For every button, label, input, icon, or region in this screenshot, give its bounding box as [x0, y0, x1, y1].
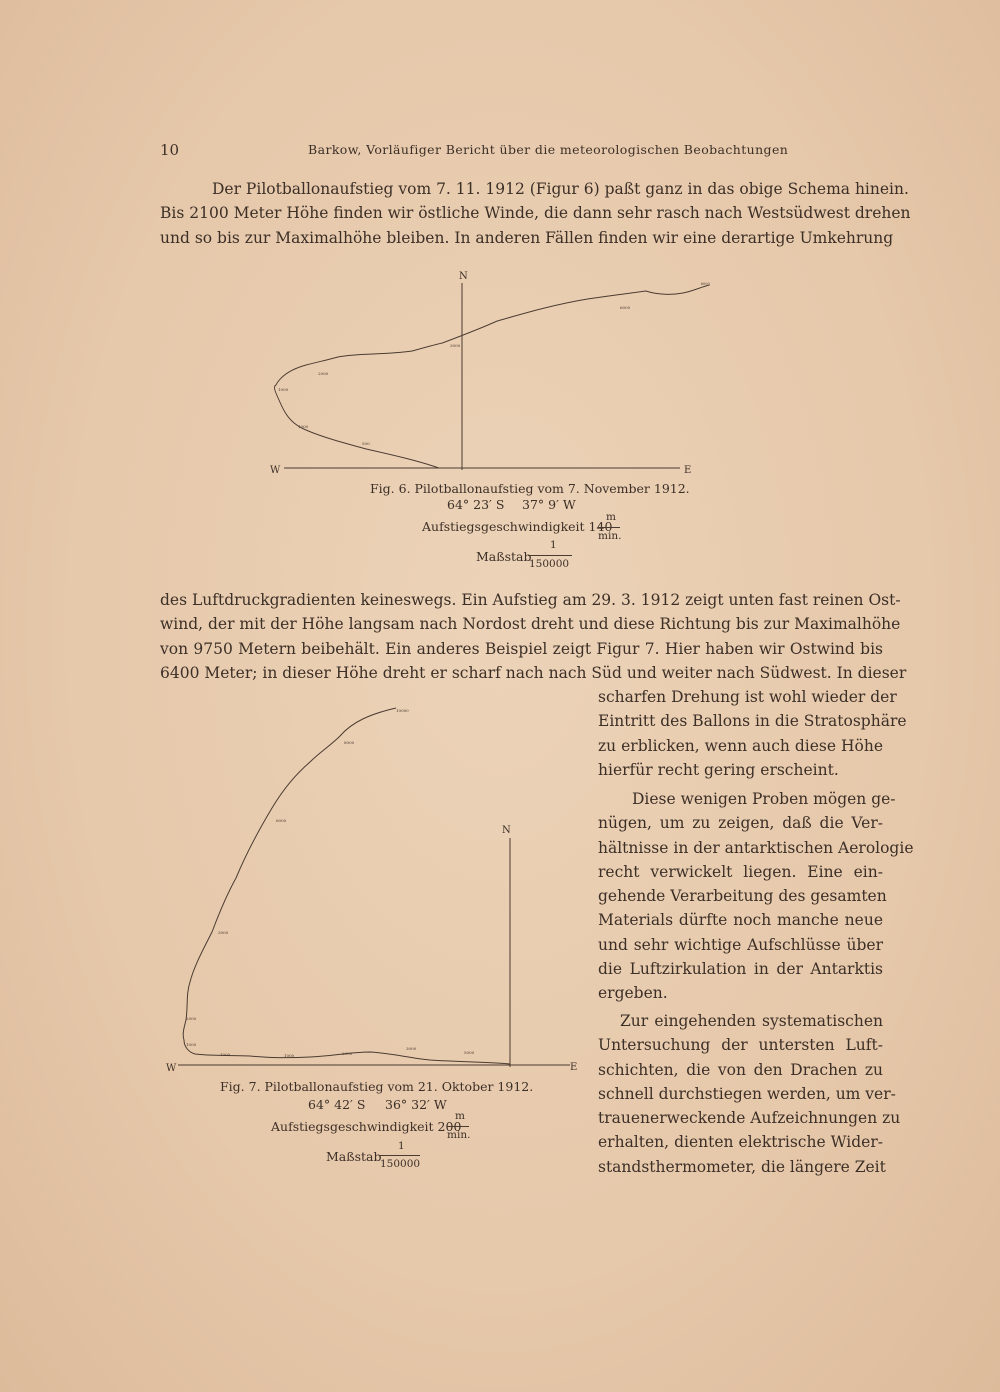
running-header: Barkow, Vorläufiger Bericht über die meteorologischen Beobachtungen — [308, 142, 789, 157]
text-line: trauenerweckende Aufzeichnungen zu — [598, 1109, 901, 1128]
text-line: die Luftzirkulation in der Antarktis — [598, 960, 883, 979]
fig7-balloon-trajectory — [183, 708, 510, 1064]
fig7-height-mark: 10000 — [396, 708, 409, 713]
fig6-balloon-trajectory — [275, 285, 710, 468]
fig7-height-mark: 5000 — [464, 1050, 475, 1055]
fig6-speed-label: Aufstiegsgeschwindigkeit 140 — [422, 519, 613, 534]
fig7-height-mark: 3000 — [218, 930, 229, 935]
text-line: Eintritt des Ballons in die Stratosphäre — [598, 712, 907, 731]
fig6-height-mark: 1000 — [298, 424, 309, 429]
fig7-north-label: N — [502, 825, 511, 836]
text-line: von 9750 Metern beibehält. Ein anderes Beispiel zeigt Figur 7. Hier haben wir Ostwind bis — [160, 639, 883, 658]
fig6-height-mark: 500 — [362, 441, 370, 446]
fig7-speed-unit-numerator: m — [455, 1110, 465, 1122]
fig6-height-mark: 6000 — [620, 305, 631, 310]
text-line: wind, der mit der Höhe langsam nach Nordost dreht und diese Richtung bis zur Maximalhöhe — [160, 615, 901, 634]
text-line: Zur eingehenden systematischen — [620, 1012, 883, 1030]
fig7-scale-denominator: 150000 — [380, 1158, 421, 1170]
text-line: hierfür recht gering erscheint. — [598, 760, 839, 779]
fig7-speed-fraction-bar — [447, 1126, 469, 1127]
fig7-height-mark: 6000 — [276, 818, 287, 823]
text-line: ergeben. — [598, 984, 668, 1003]
fig6-height-mark: 3000 — [450, 343, 461, 348]
paragraph-2-continued — [598, 685, 907, 782]
text-line: und so bis zur Maximalhöhe bleiben. In anderen Fällen finden wir eine derartige Umkehrung — [160, 228, 894, 247]
fig7-height-mark: 1000 — [284, 1053, 295, 1058]
text-line: des Luftdruckgradienten keineswegs. Ein Aufstieg am 29. 3. 1912 zeigt unten fast reinen Ost- — [160, 591, 901, 609]
fig7-east-label: E — [570, 1062, 578, 1073]
text-line: scharfen Drehung ist wohl wieder der — [598, 688, 897, 706]
text-line: schnell durchstiegen werden, um ver- — [598, 1084, 896, 1103]
paragraph-4 — [598, 1009, 901, 1179]
fig7-height-mark: 3000 — [406, 1046, 417, 1051]
fig7-height-mark: 1000 — [220, 1052, 231, 1057]
paragraph-3 — [598, 787, 914, 1006]
text-line: gehende Verarbeitung des gesamten — [598, 887, 887, 906]
page-number: 10 — [160, 141, 180, 159]
text-line: Untersuchung der untersten Luft- — [598, 1036, 883, 1055]
fig7-speed-unit-denominator: min. — [447, 1129, 471, 1141]
text-line: nügen, um zu zeigen, daß die Ver- — [598, 814, 883, 833]
text-line: recht verwickelt liegen. Eine ein- — [598, 862, 883, 881]
fig6-north-label: N — [459, 271, 468, 282]
fig6-height-mark: 1000 — [278, 387, 289, 392]
fig6-caption: Fig. 6. Pilotballonaufstieg vom 7. November 1912. — [370, 481, 690, 496]
text-line: Materials dürfte noch manche neue — [598, 911, 883, 930]
text-line: schichten, die von den Drachen zu — [598, 1060, 883, 1079]
fig7-height-mark: 8000 — [344, 740, 355, 745]
text-line: erhalten, dienten elektrische Wider- — [598, 1133, 883, 1152]
fig7-longitude: 36° 32′ W — [385, 1097, 447, 1112]
text-line: Bis 2100 Meter Höhe finden wir östliche Winde, die dann sehr rasch nach Westsüdwest drehen — [160, 204, 911, 223]
fig6-scale-fraction-bar — [528, 555, 572, 556]
fig6-scale-label: Maßstab — [476, 549, 532, 564]
fig7-latitude: 64° 42′ S — [308, 1097, 366, 1112]
fig7-height-mark: 2000 — [186, 1016, 197, 1021]
fig7-west-label: W — [166, 1063, 177, 1074]
fig6-scale-denominator: 150000 — [529, 558, 570, 570]
fig6-speed-unit-numerator: m — [606, 511, 616, 523]
fig7-caption: Fig. 7. Pilotballonaufstieg vom 21. Oktober 1912. — [220, 1079, 534, 1094]
fig6-west-label: W — [270, 465, 281, 476]
text-line: Der Pilotballonaufstieg vom 7. 11. 1912 (Figur 6) paßt ganz in das obige Schema hinein. — [212, 180, 909, 198]
fig7-speed-label: Aufstiegsgeschwindigkeit 200 — [271, 1119, 462, 1134]
fig6-scale-numerator: 1 — [550, 539, 557, 551]
fig6-height-mark: 8000 — [700, 281, 710, 287]
fig7-scale-numerator: 1 — [398, 1140, 405, 1152]
fig7-height-mark: 1000 — [186, 1042, 197, 1047]
text-line: Diese wenigen Proben mögen ge- — [632, 790, 896, 808]
fig6-longitude: 37° 9′ W — [522, 497, 576, 512]
paragraph-1 — [160, 177, 911, 250]
paragraph-2 — [160, 588, 907, 685]
text-line: 6400 Meter; in dieser Höhe dreht er scharf nach nach Süd und weiter nach Südwest. In dieser — [160, 663, 907, 682]
fig6-east-label: E — [684, 465, 692, 476]
fig7-height-mark: 2000 — [342, 1051, 353, 1056]
figure-6-diagram — [260, 265, 710, 485]
text-line: zu erblicken, wenn auch diese Höhe — [598, 736, 883, 755]
fig6-speed-unit-denominator: min. — [598, 530, 622, 542]
fig7-scale-fraction-bar — [380, 1155, 420, 1156]
fig7-scale-label: Maßstab — [326, 1149, 382, 1164]
fig6-speed-fraction-bar — [598, 527, 620, 528]
text-line: und sehr wichtige Aufschlüsse über — [598, 935, 883, 954]
fig6-height-mark: 2000 — [318, 371, 329, 376]
text-line: standsthermometer, die längere Zeit — [598, 1157, 886, 1176]
fig6-latitude: 64° 23′ S — [447, 497, 505, 512]
figure-7-diagram — [160, 700, 590, 1080]
text-line: hältnisse in der antarktischen Aerologie — [598, 838, 914, 857]
